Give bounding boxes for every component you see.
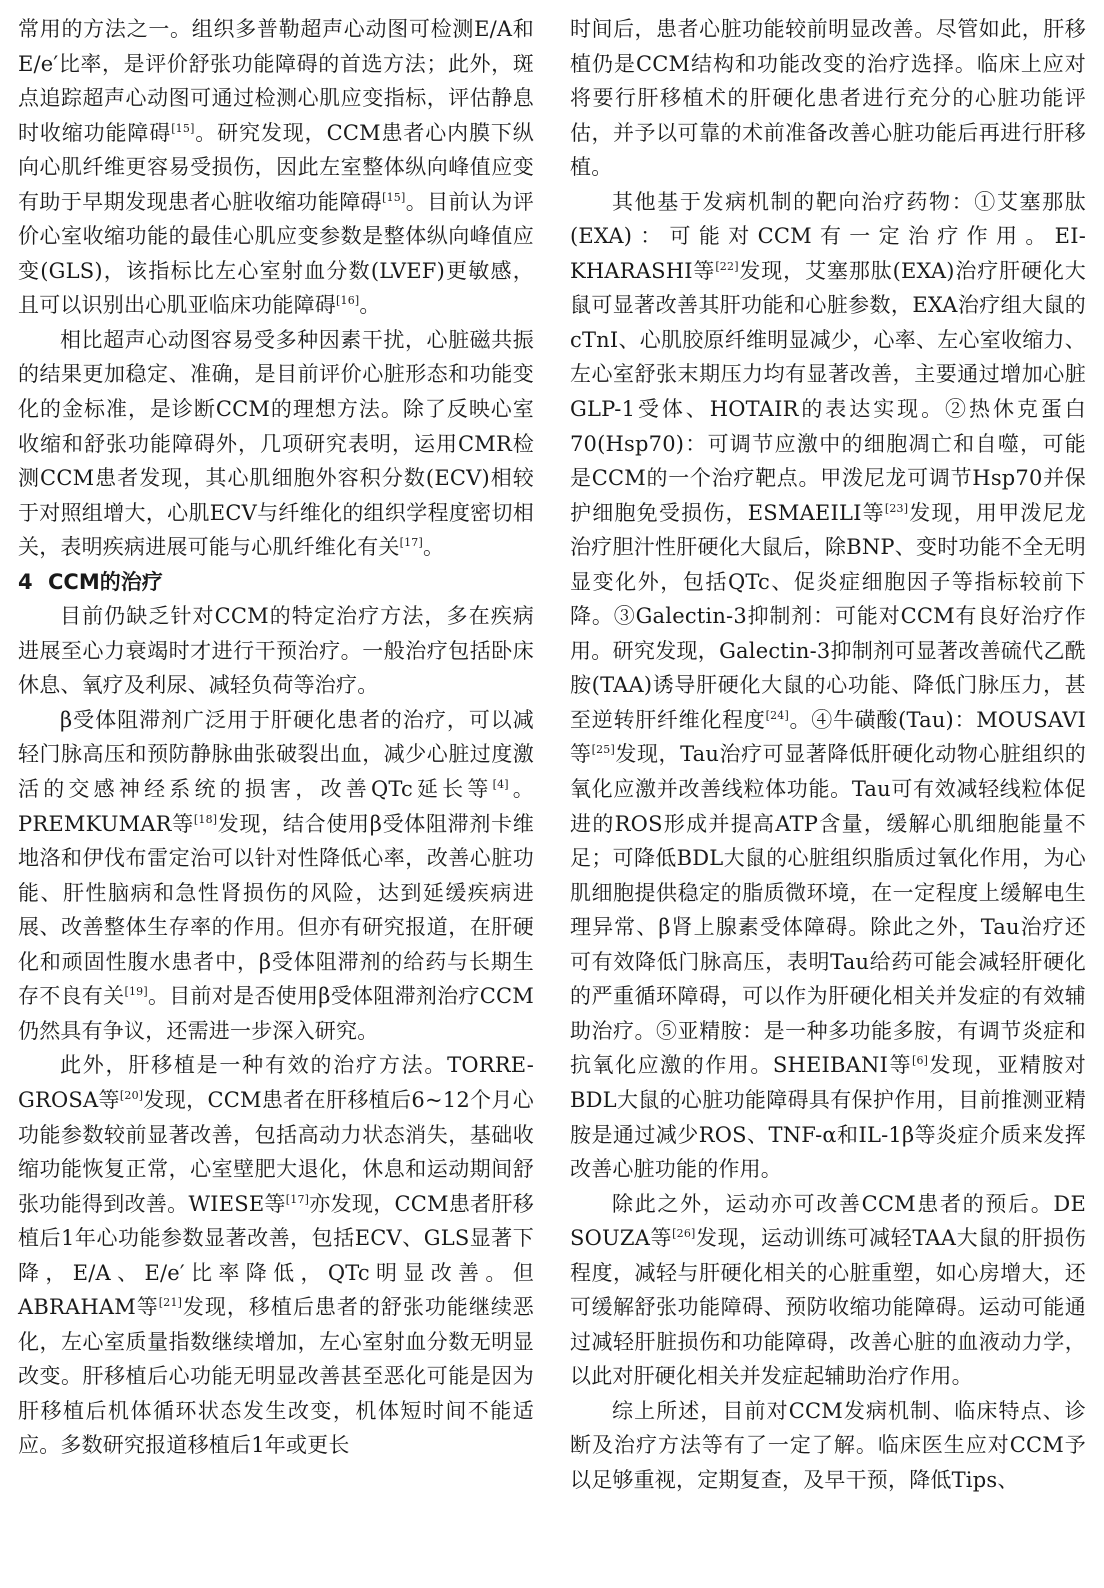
paragraph: 目前仍缺乏针对CCM的特定治疗方法，多在疾病进展至心力衰竭时才进行干预治疗。一般治疗包括卧床休息、氧疗及利尿、减轻负荷等治疗。 [18, 604, 534, 698]
citation[interactable]: [25] [591, 743, 615, 757]
citation[interactable]: [18] [193, 812, 218, 826]
paragraph: 时间后，患者心脏功能较前明显改善。尽管如此，肝移植仍是CCM结构和功能改变的治疗选择。临床上应对将要行肝移植术的肝硬化患者进行充分的心脏功能评估，并予以可靠的术前准备改善心脏功能后再进行肝移植。 [570, 17, 1086, 180]
paragraph: 相比超声心动图容易受多种因素干扰，心脏磁共振的结果更加稳定、准确，是目前评价心脏形态和功能变化的金标准，是诊断CCM的理想方法。除了反映心室收缩和舒张功能障碍外，几项研究表明，运用CMR检测CCM患者发现，其心肌细胞外容积分数(ECV)相较于对照组增大，心肌ECV与纤维化的组织学程度密切相关，表明疾病进展可能与心肌纤维化有关[17]。 [18, 327, 534, 560]
section-heading [18, 565, 534, 600]
paragraph: 其他基于发病机制的靶向治疗药物：①艾塞那肽(EXA)：可能对CCM有一定治疗作用。EI-KHARASHI等[22]发现，艾塞那肽(EXA)治疗肝硬化大鼠可显著改善其肝功能和心脏参数，EXA治疗组大鼠的cTnI、心肌胶原纤维明显减少，心率、左心室收缩力、左心室舒张末期压力均有显著改善，主要通过增加心脏GLP-1受体、HOTAIR的表达实现。②热休克蛋白70(Hsp70)：可调节应激中的细胞凋亡和自噬，可能是CCM的一个治疗靶点。甲泼尼龙可调节Hsp70并保护细胞免受损伤，ESMAEILI等[23]发现，用甲泼尼龙治疗胆汁性肝硬化大鼠后，除BNP、变时功能不全无明显变化外，包括QTc、促炎症细胞因子等指标较前下降。③Galectin-3抑制剂：可能对CCM有良好治疗作用。研究发现，Galectin-3抑制剂可显著改善硫代乙酰胺(TAA)诱导肝硬化大鼠的心功能、降低门脉压力，甚至逆转肝纤维化程度[24]。④牛磺酸(Tau)：MOUSAVI等[25]发现，Tau治疗可显著降低肝硬化动物心脏组织的氧化应激并改善线粒体功能。Tau可有效减轻线粒体促进的ROS形成并提高ATP含量，缓解心肌细胞能量不足；可降低BDL大鼠的心脏组织脂质过氧化作用，为心肌细胞提供稳定的脂质微环境，在一定程度上缓解电生理异常、β肾上腺素受体障碍。除此之外，Tau治疗还可有效降低门脉高压，表明Tau给药可能会减轻肝硬化的严重循环障碍，可以作为肝硬化相关并发症的有效辅助治疗。⑤亚精胺：是一种多功能多胺，有调节炎症和抗氧化应激的作用。SHEIBANI等[6]发现，亚精胺对BDL大鼠的心脏功能障碍具有保护作用，目前推测亚精胺是通过减少ROS、TNF-α和IL-1β等炎症介质来发挥改善心脏功能的作用。 [570, 189, 1086, 1182]
paragraph: 此外，肝移植是一种有效的治疗方法。TORRE-GROSA等[20]发现，CCM患者在肝移植后6~12个月心功能参数较前显著改善，包括高动力状态消失，基础收缩功能恢复正常，心室壁肥大退化，休息和运动期间舒张功能得到改善。WIESE等[17]亦发现，CCM患者肝移植后1年心功能参数显著改善，包括ECV、GLS显著下降，E/A、E/e′比率降低，QTc明显改善。但ABRAHAM等[21]发现，移植后患者的舒张功能继续恶化，左心室质量指数继续增加，左心室射血分数无明显改变。肝移植后心功能无明显改善甚至恶化可能是因为肝移植后机体循环状态发生改变，机体短时间不能适应。多数研究报道移植后1年或更长 [18, 1053, 535, 1458]
paragraph: 综上所述，目前对CCM发病机制、临床特点、诊断及治疗方法等有了一定了解。临床医生应对CCM予以足够重视，定期复查，及早干预，降低Tips、 [570, 1398, 1086, 1492]
citation[interactable]: [16] [336, 294, 360, 308]
citation[interactable]: [15] [382, 190, 406, 204]
paragraph: 除此之外，运动亦可改善CCM患者的预后。DE SOUZA等[26]发现，运动训练可减轻TAA大鼠的肝损伤程度，减轻与肝硬化相关的心脏重塑，如心房增大，还可缓解舒张功能障碍、预防收缩功能障碍。运动可能通过减轻肝脏损伤和功能障碍，改善心脏的血液动力学，以此对肝硬化相关并发症起辅助治疗作用。 [570, 1191, 1086, 1389]
citation[interactable]: [20] [119, 1088, 144, 1102]
paragraph: β受体阻滞剂广泛用于肝硬化患者的治疗，可以减轻门脉高压和预防静脉曲张破裂出血，减少心脏过度激活的交感神经系统的损害，改善QTc延长等[4]。PREMKUMAR等[18]发现，结合使用β受体阻滞剂卡维地洛和伊伐布雷定治可以针对性降低心率，改善心脏功能、肝性脑病和急性肾损伤的风险，达到延缓疾病进展、改善整体生存率的作用。但亦有研究报道，在肝硬化和顽固性腹水患者中，β受体阻滞剂的给药与长期生存不良有关[19]。目前对是否使用β受体阻滞剂治疗CCM仍然具有争议，还需进一步深入研究。 [18, 707, 535, 1043]
citation[interactable]: [4] [492, 778, 509, 792]
citation[interactable]: [24] [765, 708, 789, 722]
citation[interactable]: [26] [672, 1227, 696, 1241]
citation[interactable]: [6] [911, 1054, 929, 1068]
citation[interactable]: [21] [158, 1296, 183, 1310]
section-number: 4 [18, 569, 33, 594]
citation[interactable]: [22] [715, 259, 739, 273]
section-title: CCM的治疗 [48, 569, 163, 594]
right-column [570, 12, 1086, 1498]
citation[interactable]: [17] [285, 1192, 310, 1206]
paragraph: 常用的方法之一。组织多普勒超声心动图可检测E/A和E/e′比率，是评价舒张功能障碍的首选方法；此外，斑点追踪超声心动图可通过检测心肌应变指标，评估静息时收缩功能障碍[15]。研究发现，CCM患者心内膜下纵向心肌纤维更容易受损伤，因此左室整体纵向峰值应变有助于早期发现患者心脏收缩功能障碍[15]。目前认为评价心室收缩功能的最佳心肌应变参数是整体纵向峰值应变(GLS)，该指标比左心室射血分数(LVEF)更敏感，且可以识别出心肌亚临床功能障碍[16]。 [18, 17, 535, 318]
citation[interactable]: [23] [884, 501, 909, 515]
citation[interactable]: [19] [124, 985, 148, 999]
citation[interactable]: [17] [399, 536, 423, 550]
citation[interactable]: [15] [171, 121, 195, 135]
left-column [18, 12, 534, 1463]
